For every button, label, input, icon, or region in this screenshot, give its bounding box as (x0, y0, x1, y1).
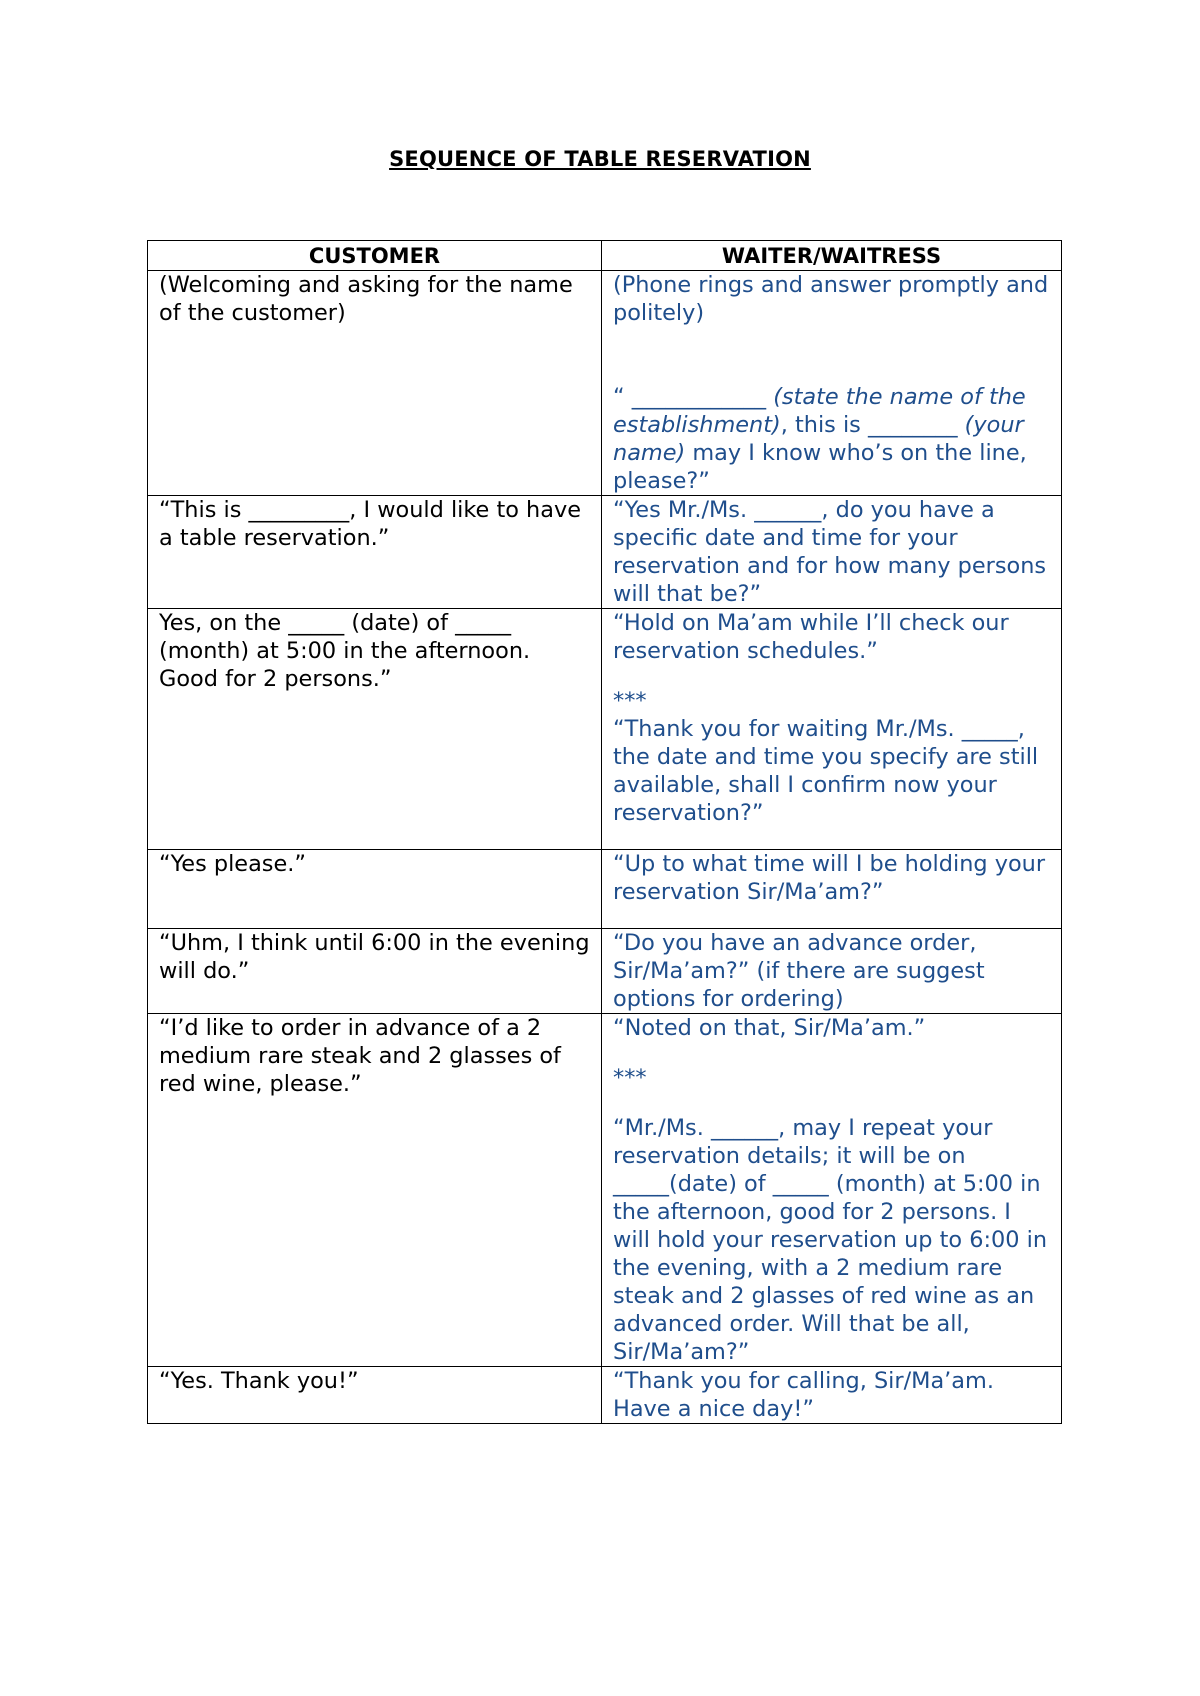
waiter-line-paragraph: “Thank you for waiting Mr./Ms. _____, the date and time you specify are still available, shall I confirm now your reservation?” (613, 716, 1039, 826)
customer-line: “Uhm, I think until 6:00 in the evening will do.” (148, 929, 602, 1014)
your-name-instruction: (your name) (613, 412, 1024, 466)
waiter-line: “Yes Mr./Ms. ______, do you have a specific date and time for your reservation and for how many persons will that be?” (602, 496, 1062, 609)
waiter-line (602, 609, 1062, 850)
customer-line: “I’d like to order in advance of a 2 medium rare steak and 2 glasses of red wine, please.” (148, 1014, 602, 1367)
waiter-line-paragraph: (Phone rings and answer promptly and politely) (613, 272, 1049, 326)
establishment-instruction: (state the name of the establishment) (613, 384, 1026, 438)
customer-line: Yes, on the _____ (date) of _____ (month) at 5:00 in the afternoon. Good for 2 persons.” (148, 609, 602, 850)
customer-column-header: CUSTOMER (148, 241, 602, 271)
customer-line: “Yes. Thank you!” (148, 1367, 602, 1424)
table-header-row (148, 241, 1062, 271)
paragraph-gap (613, 327, 1051, 383)
paragraph-gap (613, 906, 1051, 928)
paragraph-gap (613, 665, 1051, 687)
separator-asterisks: *** (613, 688, 647, 714)
table-row (148, 1367, 1062, 1424)
waiter-greeting-paragraph (613, 383, 1051, 495)
waiter-line-paragraph: “Hold on Ma’am while I’ll check our reservation schedules.” (613, 610, 1009, 664)
waiter-line-paragraph: “Noted on that, Sir/Ma’am.” (613, 1015, 926, 1041)
waiter-line-paragraph: “Up to what time will I be holding your reservation Sir/Ma’am?” (613, 851, 1046, 905)
waiter-line: “Do you have an advance order, Sir/Ma’am?” (if there are suggest options for ordering) (602, 929, 1062, 1014)
waiter-column-header: WAITER/WAITRESS (602, 241, 1062, 271)
table-row (148, 496, 1062, 609)
paragraph-gap (613, 1092, 1051, 1114)
table-row (148, 1014, 1062, 1367)
customer-line: “This is _________, I would like to have a table reservation.” (148, 496, 602, 609)
reservation-dialogue-table (147, 240, 1062, 1424)
separator-asterisks: *** (613, 1065, 647, 1091)
this-is-blank: , this is ________ (780, 412, 965, 438)
waiter-line (602, 271, 1062, 496)
waiter-line (602, 1014, 1062, 1367)
waiter-line (602, 850, 1062, 929)
document-title: SEQUENCE OF TABLE RESERVATION (389, 147, 811, 171)
waiter-line: “Thank you for calling, Sir/Ma’am. Have a nice day!” (602, 1367, 1062, 1424)
table-row (148, 929, 1062, 1014)
paragraph-gap (613, 1042, 1051, 1064)
paragraph-gap (613, 827, 1051, 849)
may-i-know-text: may I know who’s on the line, please?” (613, 440, 1027, 494)
table-row (148, 850, 1062, 929)
greeting-quote-blank: “ ____________ (613, 384, 774, 410)
table-row (148, 609, 1062, 850)
table-row (148, 271, 1062, 496)
waiter-line-paragraph: “Mr./Ms. ______, may I repeat your reservation details; it will be on _____(date) of _____ (month) at 5:00 in the afternoon, good for 2 persons. I will hold your reservation up to 6:00 in the evening, with a 2 medium rare steak and 2 glasses of red wine as an advanced order. Will that be all, Sir/Ma’am?” (613, 1115, 1048, 1365)
customer-line: (Welcoming and asking for the name of the customer) (148, 271, 602, 496)
customer-line: “Yes please.” (148, 850, 602, 929)
